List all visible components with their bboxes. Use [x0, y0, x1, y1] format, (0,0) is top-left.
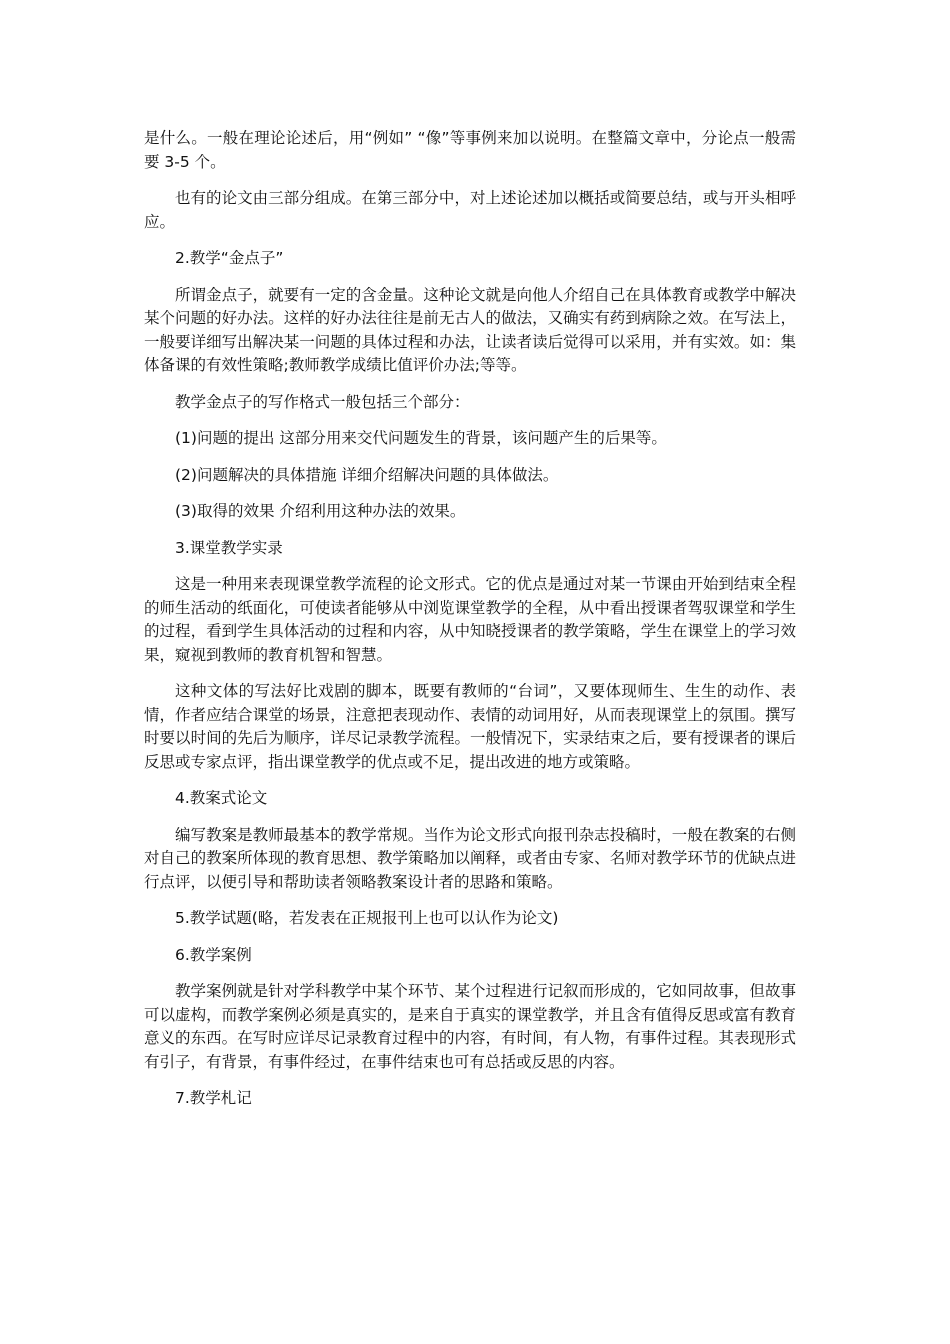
- paragraph-body: 编写教案是教师最基本的教学常规。当作为论文形式向报刊杂志投稿时，一般在教案的右侧对自己的教案所体现的教育思想、教学策略加以阐释，或者由专家、名师对教学环节的优缺点进行点评，以便引导和帮助读者领略教案设计者的思路和策略。: [144, 825, 796, 891]
- paragraph-body: 教学金点子的写作格式一般包括三个部分：: [175, 392, 470, 411]
- paragraph-body: 所谓金点子，就要有一定的含金量。这种论文就是向他人介绍自己在具体教育或教学中解决某个问题的好办法。这样的好办法往往是前无古人的做法，又确实有药到病除之效。在写法上，一般要详细写出解决某一问题的具体过程和办法，让读者读后觉得可以采用，并有实效。如：集体备课的有效性策略;教师教学成绩比值评价办法;等等。: [144, 285, 796, 374]
- paragraph-body: 也有的论文由三部分组成。在第三部分中，对上述论述加以概括或简要总结，或与开头相呼应。: [144, 189, 796, 231]
- list-item: (3)取得的效果 介绍利用这种办法的效果。: [175, 502, 466, 520]
- section-heading: 4.教案式论文: [175, 789, 268, 807]
- paragraph-body: 教学案例就是针对学科教学中某个环节、某个过程进行记叙而形成的，它如同故事，但故事可以虚构，而教学案例必须是真实的，是来自于真实的课堂教学，并且含有值得反思或富有教育意义的东西。在写时应详尽记录教育过程中的内容，有时间，有人物，有事件过程。其表现形式有引子，有背景，有事件经过，在事件结束也可有总括或反思的内容。: [144, 982, 796, 1071]
- paragraph-continuation: 是什么。一般在理论论述后，用“例如” “像”等事例来加以说明。在整篇文章中，分论点一般需要 3-5 个。: [144, 129, 796, 171]
- section-heading: 3.课堂教学实录: [175, 538, 283, 557]
- document-page: [144, 127, 796, 1124]
- section-heading: 6.教学案例: [175, 945, 252, 964]
- section-heading: 2.教学“金点子”: [175, 249, 284, 267]
- list-item: (1)问题的提出 这部分用来交代问题发生的背景，该问题产生的后果等。: [175, 429, 667, 447]
- list-item: (2)问题解决的具体措施 详细介绍解决问题的具体做法。: [175, 465, 559, 484]
- paragraph-body: 这是一种用来表现课堂教学流程的论文形式。它的优点是通过对某一节课由开始到结束全程的师生活动的纸面化，可使读者能够从中浏览课堂教学的全程，从中看出授课者驾驭课堂和学生的过程，看到学生具体活动的过程和内容，从中知晓授课者的教学策略，学生在课堂上的学习效果，窥视到教师的教育机智和智慧。: [144, 575, 796, 664]
- paragraph-body: 这种文体的写法好比戏剧的脚本，既要有教师的“台词”，又要体现师生、生生的动作、表情，作者应结合课堂的场景，注意把表现动作、表情的动词用好，从而表现课堂上的氛围。撰写时要以时间的先后为顺序，详尽记录教学流程。一般情况下，实录结束之后，要有授课者的课后反思或专家点评，指出课堂教学的优点或不足，提出改进的地方或策略。: [144, 682, 796, 771]
- section-heading: 7.教学札记: [175, 1089, 252, 1107]
- section-heading: 5.教学试题(略，若发表在正规报刊上也可以认作为论文): [175, 909, 559, 927]
